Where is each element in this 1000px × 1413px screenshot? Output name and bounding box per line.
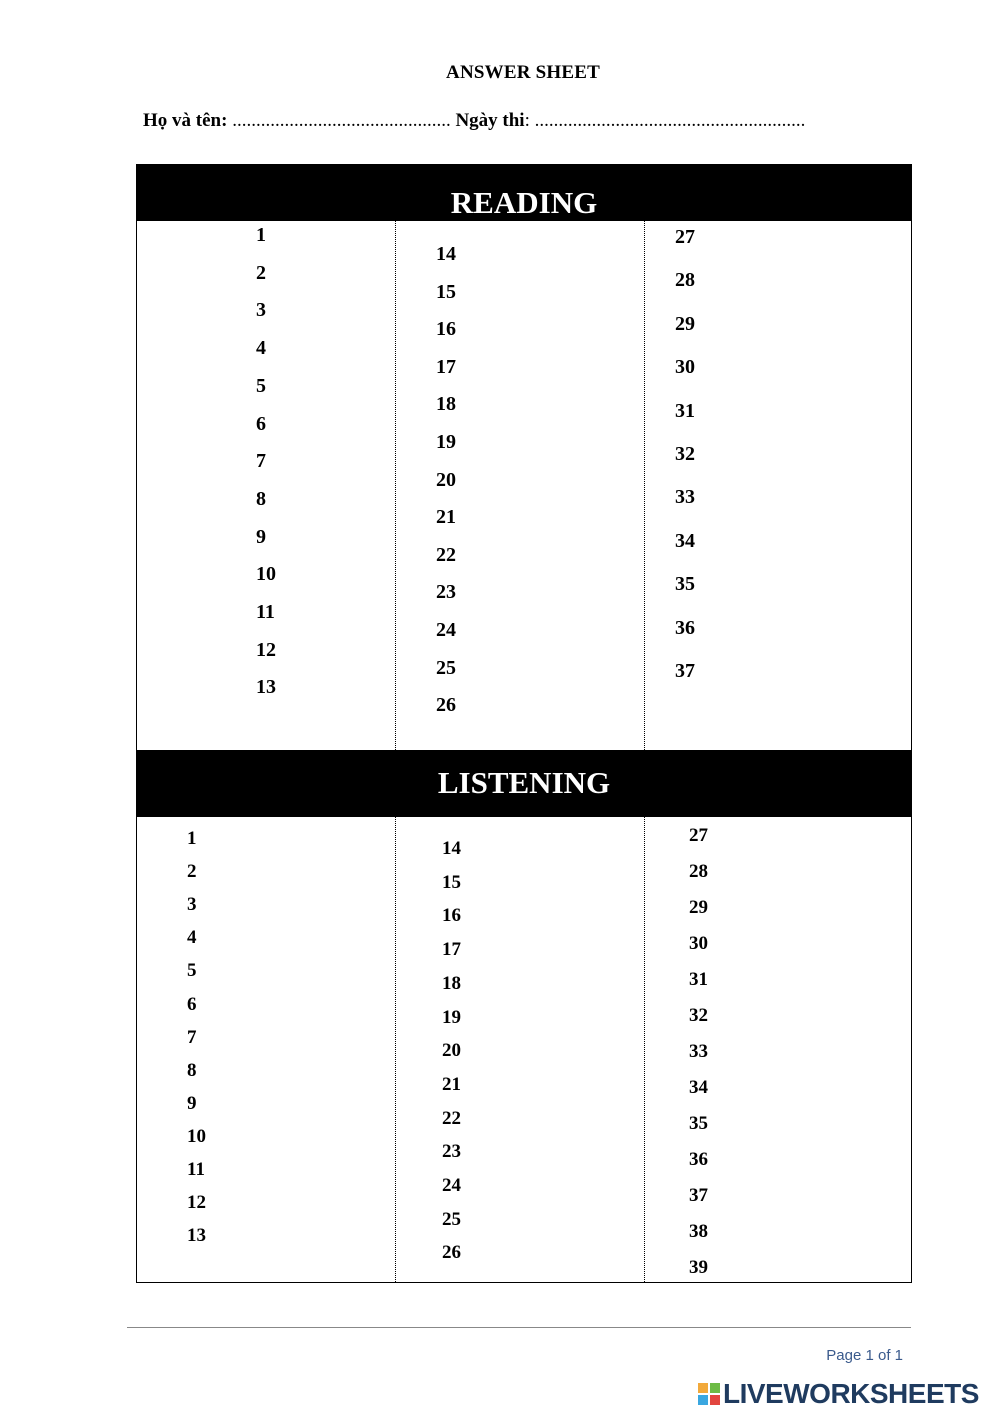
listening-question-number: 29 <box>689 897 708 918</box>
reading-question-number: 14 <box>436 243 456 265</box>
listening-question-number: 6 <box>187 993 197 1015</box>
reading-question-number: 16 <box>436 318 456 341</box>
listening-question-number: 13 <box>187 1225 206 1247</box>
listening-question-number: 20 <box>442 1040 461 1062</box>
listening-question-number: 18 <box>442 972 461 994</box>
reading-question-number: 15 <box>436 280 456 303</box>
reading-question-number: 12 <box>256 638 276 661</box>
listening-question-number: 31 <box>689 969 708 990</box>
reading-question-number: 13 <box>256 676 276 699</box>
listening-question-number: 17 <box>442 939 461 961</box>
reading-question-number: 33 <box>675 486 695 509</box>
name-field[interactable]: .............................................. <box>232 110 451 131</box>
reading-question-number: 9 <box>256 525 266 548</box>
reading-question-number: 11 <box>256 601 275 623</box>
brand-wordmark: LIVEWORKSHEETS <box>723 1378 979 1409</box>
listening-question-number: 9 <box>187 1092 197 1114</box>
reading-question-number: 4 <box>256 337 266 360</box>
reading-question-number: 7 <box>256 450 266 473</box>
reading-column-divider <box>395 221 396 750</box>
listening-heading: LISTENING <box>137 750 911 817</box>
listening-question-number: 5 <box>187 960 197 982</box>
reading-question-number: 5 <box>256 374 266 397</box>
reading-question-number: 37 <box>675 660 695 682</box>
listening-question-number: 1 <box>187 828 197 849</box>
reading-question-number: 29 <box>675 312 695 335</box>
answer-grid <box>136 164 912 1283</box>
reading-heading: READING <box>137 165 911 221</box>
reading-question-number: 8 <box>256 487 266 510</box>
reading-question-number: 17 <box>436 355 456 378</box>
reading-question-number: 32 <box>675 443 695 465</box>
page-number: Page 1 of 1 <box>826 1347 903 1364</box>
liveworksheets-logo-icon <box>697 1382 721 1406</box>
listening-question-number: 16 <box>442 905 461 927</box>
reading-question-number: 3 <box>256 299 266 322</box>
listening-question-number: 3 <box>187 894 197 916</box>
listening-column-divider <box>395 817 396 1282</box>
listening-question-number: 11 <box>187 1159 205 1180</box>
date-field[interactable]: ......................................................... <box>534 110 806 131</box>
listening-question-number: 37 <box>689 1185 708 1206</box>
listening-question-number: 2 <box>187 861 197 883</box>
reading-question-number: 23 <box>436 581 456 604</box>
listening-question-number: 25 <box>442 1208 461 1230</box>
listening-question-number: 4 <box>187 927 197 949</box>
reading-question-number: 22 <box>436 543 456 566</box>
name-label: Họ và tên: <box>143 110 228 131</box>
reading-question-number: 36 <box>675 616 695 639</box>
reading-question-number: 35 <box>675 573 695 596</box>
footer-divider <box>127 1327 911 1328</box>
reading-question-number: 21 <box>436 506 456 529</box>
reading-question-number: 31 <box>675 399 695 422</box>
listening-question-number: 10 <box>187 1125 206 1147</box>
listening-question-number: 7 <box>187 1026 197 1048</box>
listening-question-number: 33 <box>689 1041 708 1062</box>
reading-question-number: 19 <box>436 431 456 453</box>
listening-question-number: 15 <box>442 871 461 893</box>
reading-question-number: 26 <box>436 694 456 717</box>
reading-question-number: 18 <box>436 393 456 416</box>
listening-question-number: 12 <box>187 1192 206 1214</box>
reading-question-number: 27 <box>675 226 695 248</box>
reading-question-number: 24 <box>436 619 456 641</box>
reading-question-number: 28 <box>675 269 695 292</box>
listening-question-number: 24 <box>442 1175 461 1196</box>
listening-question-number: 27 <box>689 825 708 846</box>
listening-question-number: 28 <box>689 861 708 882</box>
listening-question-number: 23 <box>442 1141 461 1163</box>
listening-question-number: 21 <box>442 1073 461 1095</box>
listening-question-number: 38 <box>689 1221 708 1242</box>
listening-question-number: 34 <box>689 1077 708 1098</box>
student-info-line <box>143 110 805 132</box>
page-title: ANSWER SHEET <box>446 62 600 83</box>
reading-question-number: 30 <box>675 356 695 379</box>
reading-column-divider <box>644 221 645 750</box>
listening-question-number: 26 <box>442 1242 461 1264</box>
listening-question-number: 36 <box>689 1149 708 1170</box>
listening-question-number: 22 <box>442 1107 461 1129</box>
date-colon: : <box>524 110 530 131</box>
reading-question-number: 1 <box>256 224 266 246</box>
reading-question-number: 10 <box>256 563 276 586</box>
listening-question-number: 35 <box>689 1113 708 1134</box>
listening-question-number: 32 <box>689 1005 708 1026</box>
listening-question-number: 8 <box>187 1059 197 1081</box>
reading-question-number: 2 <box>256 261 266 284</box>
reading-question-number: 34 <box>675 529 695 552</box>
date-label: Ngày thi <box>455 110 525 131</box>
reading-question-number: 20 <box>436 468 456 491</box>
listening-question-number: 14 <box>442 838 461 859</box>
reading-question-number: 6 <box>256 412 266 435</box>
listening-question-number: 19 <box>442 1006 461 1028</box>
listening-question-number: 39 <box>689 1257 708 1278</box>
listening-column-divider <box>644 817 645 1282</box>
reading-question-number: 25 <box>436 656 456 679</box>
listening-question-number: 30 <box>689 933 708 954</box>
